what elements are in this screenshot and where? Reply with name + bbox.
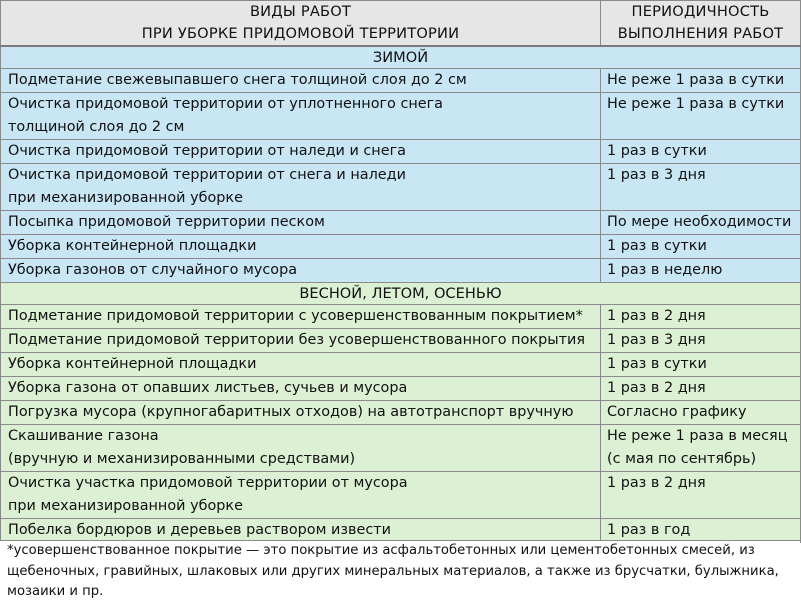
table-row: [1, 377, 801, 401]
section-title-winter: ЗИМОЙ: [1, 46, 801, 69]
period-cell: 1 раз в 3 дня: [601, 164, 801, 211]
table-row: [1, 140, 801, 164]
header-periodicity: ПЕРИОДИЧНОСТЬ ВЫПОЛНЕНИЯ РАБОТ: [601, 1, 801, 47]
work-cell: Подметание придомовой территории без усовершенствованного покрытия: [1, 329, 601, 353]
work-cell: Уборка контейнерной площадки: [1, 235, 601, 259]
work-cell: Скашивание газона (вручную и механизированными средствами): [1, 425, 601, 472]
work-cell: Очистка придомовой территории от наледи и снега: [1, 140, 601, 164]
period-cell: 1 раз в сутки: [601, 235, 801, 259]
work-cell: Подметание придомовой территории с усовершенствованным покрытием*: [1, 305, 601, 329]
header-works: ВИДЫ РАБОТ ПРИ УБОРКЕ ПРИДОМОВОЙ ТЕРРИТОРИИ: [1, 1, 601, 47]
work-cell: Посыпка придомовой территории песком: [1, 211, 601, 235]
table-row: [1, 69, 801, 93]
section-spring-summer-autumn: [1, 283, 801, 305]
table-row: [1, 164, 801, 211]
work-cell: Уборка контейнерной площадки: [1, 353, 601, 377]
period-cell: 1 раз в сутки: [601, 140, 801, 164]
table-row: [1, 235, 801, 259]
table-row: [1, 259, 801, 283]
period-cell: Не реже 1 раза в сутки: [601, 69, 801, 93]
table-row: [1, 472, 801, 519]
period-cell: 1 раз в неделю: [601, 259, 801, 283]
period-cell: По мере необходимости: [601, 211, 801, 235]
table-row: [1, 329, 801, 353]
period-cell: 1 раз в сутки: [601, 353, 801, 377]
work-cell: Уборка газонов от случайного мусора: [1, 259, 601, 283]
period-cell: Не реже 1 раза в месяц (с мая по сентябрь): [601, 425, 801, 472]
period-cell: 1 раз в 3 дня: [601, 329, 801, 353]
work-cell: Очистка придомовой территории от снега и наледи при механизированной уборке: [1, 164, 601, 211]
table-row: [1, 519, 801, 543]
section-winter: [1, 46, 801, 69]
table-row: [1, 353, 801, 377]
work-cell: Погрузка мусора (крупногабаритных отходов) на автотранспорт вручную: [1, 401, 601, 425]
period-cell: Не реже 1 раза в сутки: [601, 93, 801, 140]
footnote: *усовершенствованное покрытие — это покрытие из асфальтобетонных или цементобетонных смесей, из щебеночных, гравийных, шлаковых или других минеральных материалов, а также из брусчатки, булыжника, мозаики и пр.: [0, 540, 800, 582]
table-row: [1, 93, 801, 140]
section-title-warm: ВЕСНОЙ, ЛЕТОМ, ОСЕНЬЮ: [1, 283, 801, 305]
period-cell: 1 раз в 2 дня: [601, 472, 801, 519]
work-cell: Очистка придомовой территории от уплотненного снега толщиной слоя до 2 см: [1, 93, 601, 140]
table-row: [1, 305, 801, 329]
work-cell: Подметание свежевыпавшего снега толщиной слоя до 2 см: [1, 69, 601, 93]
work-cell: Очистка участка придомовой территории от мусора при механизированной уборке: [1, 472, 601, 519]
table-row: [1, 425, 801, 472]
period-cell: 1 раз в 2 дня: [601, 377, 801, 401]
work-cell: Побелка бордюров и деревьев раствором извести: [1, 519, 601, 543]
work-cell: Уборка газона от опавших листьев, сучьев и мусора: [1, 377, 601, 401]
period-cell: 1 раз в 2 дня: [601, 305, 801, 329]
period-cell: 1 раз в год: [601, 519, 801, 543]
table-row: [1, 401, 801, 425]
table-header-row: [1, 1, 801, 47]
period-cell: Согласно графику: [601, 401, 801, 425]
table-row: [1, 211, 801, 235]
